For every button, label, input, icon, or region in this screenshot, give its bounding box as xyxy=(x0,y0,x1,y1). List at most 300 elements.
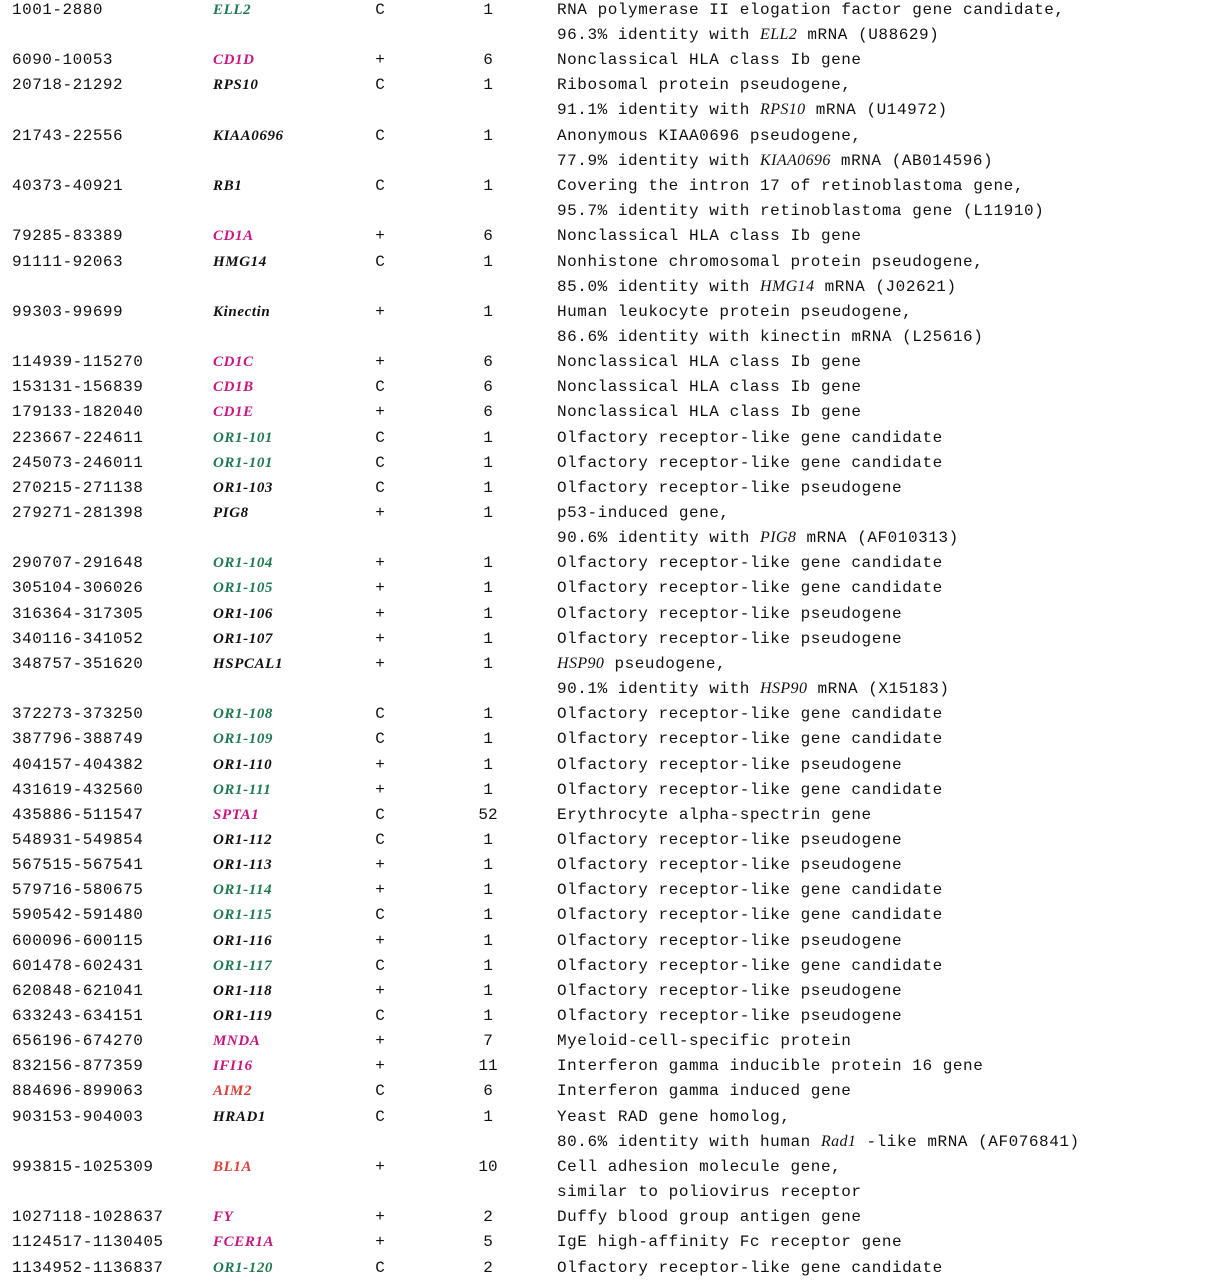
strand: + xyxy=(375,227,385,246)
exon-count: 1 xyxy=(483,931,493,950)
table-row xyxy=(0,729,1205,754)
table-row xyxy=(0,704,1205,729)
description-text: Olfactory receptor-like gene candidate xyxy=(557,453,943,472)
exon-count: 1 xyxy=(483,1107,493,1126)
exon-count: 1 xyxy=(483,755,493,774)
position-range: 79285-83389 xyxy=(12,227,124,246)
description-text: Olfactory receptor-like pseudogene xyxy=(557,931,903,950)
gene-ref-italic: Rad1 xyxy=(820,1132,857,1150)
table-row xyxy=(0,126,1205,170)
description-line xyxy=(557,1157,841,1177)
gene-symbol: OR1-115 xyxy=(213,907,273,924)
exon-count: 1 xyxy=(483,654,493,673)
position-range: 270215-271138 xyxy=(12,478,144,497)
strand: + xyxy=(375,403,385,422)
description-text: Olfactory receptor-like gene candidate xyxy=(557,730,943,749)
description-line xyxy=(557,1081,851,1101)
description-text: Duffy blood group antigen gene xyxy=(557,1208,862,1227)
description-text: Nonclassical HLA class Ib gene xyxy=(557,227,862,246)
description-line xyxy=(557,629,902,649)
gene-symbol: HMG14 xyxy=(213,253,267,270)
position-range: 387796-388749 xyxy=(12,730,144,749)
exon-count: 6 xyxy=(483,378,493,397)
gene-symbol: KIAA0696 xyxy=(213,127,284,144)
table-row xyxy=(0,503,1205,547)
exon-count: 1 xyxy=(483,177,493,196)
strand: + xyxy=(375,1057,385,1076)
description-line xyxy=(557,100,948,120)
table-row xyxy=(0,428,1205,453)
description-text: Nonclassical HLA class Ib gene xyxy=(557,51,862,70)
strand: + xyxy=(375,579,385,598)
position-range: 633243-634151 xyxy=(12,1007,144,1025)
exon-count: 1 xyxy=(483,554,493,573)
table-row xyxy=(0,805,1205,830)
description-line xyxy=(557,327,983,347)
description-text: -like mRNA (AF076841) xyxy=(856,1132,1080,1151)
gene-symbol: OR1-106 xyxy=(213,605,274,622)
strand: C xyxy=(375,805,385,824)
description-line xyxy=(557,0,1065,20)
position-range: 884696-899063 xyxy=(12,1082,144,1101)
table-row xyxy=(0,176,1205,221)
strand: C xyxy=(375,830,385,849)
table-row xyxy=(0,956,1205,981)
table-row xyxy=(0,478,1205,503)
strand: C xyxy=(375,956,385,975)
gene-ref-italic: HMG14 xyxy=(760,277,815,295)
strand: + xyxy=(375,931,385,950)
strand: + xyxy=(375,755,385,774)
description-line xyxy=(557,302,912,322)
position-range: 40373-40921 xyxy=(12,177,124,196)
description-line xyxy=(557,805,872,825)
description-text: Erythrocyte alpha-spectrin gene xyxy=(557,805,872,824)
strand: C xyxy=(375,453,385,472)
gene-symbol: OR1-107 xyxy=(213,630,274,647)
position-range: 114939-115270 xyxy=(12,353,144,372)
description-text: Olfactory receptor-like gene candidate xyxy=(557,906,943,925)
strand: + xyxy=(375,881,385,900)
description-text: Interferon gamma induced gene xyxy=(557,1082,852,1101)
position-range: 316364-317305 xyxy=(12,604,144,623)
description-text: Olfactory receptor-like gene candidate xyxy=(557,780,943,799)
table-row xyxy=(0,981,1205,1006)
exon-count: 1 xyxy=(483,780,493,799)
description-line xyxy=(557,679,949,699)
description-text: Olfactory receptor-like gene candidate xyxy=(557,956,943,975)
exon-count: 11 xyxy=(478,1057,498,1076)
table-row xyxy=(0,402,1205,427)
description-text: Olfactory receptor-like gene candidate xyxy=(557,428,943,447)
position-range: 1134952-1136837 xyxy=(12,1258,164,1277)
description-text: Cell adhesion molecule gene, xyxy=(557,1157,842,1176)
exon-count: 1 xyxy=(483,705,493,724)
description-line xyxy=(557,226,862,246)
strand: + xyxy=(375,1032,385,1051)
gene-symbol: CD1B xyxy=(213,379,254,396)
description-line xyxy=(557,428,943,448)
position-range: 245073-246011 xyxy=(12,453,144,472)
gene-symbol: OR1-103 xyxy=(213,479,274,496)
position-range: 6090-10053 xyxy=(12,51,114,70)
exon-count: 1 xyxy=(483,956,493,975)
strand: C xyxy=(375,1,385,19)
exon-count: 6 xyxy=(483,353,493,372)
description-line xyxy=(557,553,943,573)
description-line xyxy=(557,578,943,598)
strand: + xyxy=(375,981,385,1000)
description-line xyxy=(557,729,943,749)
gene-symbol: OR1-101 xyxy=(213,454,274,471)
description-text: Olfactory receptor-like gene candidate xyxy=(557,1258,943,1277)
position-range: 601478-602431 xyxy=(12,956,144,975)
strand: + xyxy=(375,1208,385,1227)
description-text: 77.9% identity with xyxy=(557,151,761,170)
gene-symbol: RB1 xyxy=(213,178,243,195)
gene-symbol: CD1D xyxy=(213,52,255,69)
table-row xyxy=(0,75,1205,120)
gene-symbol: OR1-108 xyxy=(213,706,274,723)
description-line xyxy=(557,503,730,523)
position-range: 993815-1025309 xyxy=(12,1157,154,1176)
gene-symbol: RPS10 xyxy=(213,77,259,94)
description-line xyxy=(557,50,862,70)
exon-count: 10 xyxy=(478,1157,498,1176)
strand: C xyxy=(375,428,385,447)
description-line xyxy=(557,1182,862,1202)
position-range: 290707-291648 xyxy=(12,554,144,573)
table-row xyxy=(0,1157,1205,1201)
strand: C xyxy=(375,906,385,925)
strand: C xyxy=(375,1107,385,1126)
description-line xyxy=(557,1006,902,1026)
exon-count: 2 xyxy=(483,1208,493,1227)
description-text: Nonclassical HLA class Ib gene xyxy=(557,403,862,422)
position-range: 590542-591480 xyxy=(12,906,144,925)
table-row xyxy=(0,226,1205,251)
description-text: mRNA (U88629) xyxy=(797,26,940,44)
position-range: 600096-600115 xyxy=(12,931,144,950)
strand: + xyxy=(375,1233,385,1252)
description-line xyxy=(557,528,959,548)
description-text: Olfactory receptor-like pseudogene xyxy=(557,629,903,648)
position-range: 548931-549854 xyxy=(12,830,144,849)
description-text: Olfactory receptor-like pseudogene xyxy=(557,1007,903,1025)
description-line xyxy=(557,931,902,951)
description-text: Nonclassical HLA class Ib gene xyxy=(557,378,862,397)
table-row xyxy=(0,50,1205,75)
exon-count: 1 xyxy=(483,1007,493,1025)
table-row xyxy=(0,654,1205,698)
position-range: 340116-341052 xyxy=(12,629,144,648)
description-line xyxy=(557,1107,791,1127)
description-line xyxy=(557,1132,1080,1152)
gene-symbol: CD1C xyxy=(213,354,254,371)
table-row xyxy=(0,377,1205,402)
description-text: Olfactory receptor-like gene candidate xyxy=(557,579,943,598)
exon-count: 6 xyxy=(483,1082,493,1101)
position-range: 435886-511547 xyxy=(12,805,144,824)
description-text: Nonclassical HLA class Ib gene xyxy=(557,353,862,372)
description-line xyxy=(557,1031,851,1051)
position-range: 567515-567541 xyxy=(12,856,144,875)
gene-symbol: OR1-111 xyxy=(213,781,272,798)
table-row xyxy=(0,0,1205,44)
description-line xyxy=(557,126,862,146)
position-range: 404157-404382 xyxy=(12,755,144,774)
position-range: 153131-156839 xyxy=(12,378,144,397)
position-range: 620848-621041 xyxy=(12,981,144,1000)
description-text: mRNA (U14972) xyxy=(805,101,948,120)
description-text: Olfactory receptor-like pseudogene xyxy=(557,755,903,774)
exon-count: 1 xyxy=(483,252,493,271)
gene-symbol: HSPCAL1 xyxy=(213,655,284,672)
description-line xyxy=(557,25,939,45)
position-range: 21743-22556 xyxy=(12,126,124,145)
description-line xyxy=(557,1258,943,1278)
table-row xyxy=(0,1056,1205,1081)
strand: + xyxy=(375,629,385,648)
description-text: 96.3% identity with xyxy=(557,26,761,44)
description-text: Interferon gamma inducible protein 16 gene xyxy=(557,1057,984,1076)
description-line xyxy=(557,755,902,775)
gene-symbol: SPTA1 xyxy=(213,806,260,823)
strand: + xyxy=(375,504,385,522)
exon-count: 1 xyxy=(483,428,493,447)
strand: C xyxy=(375,730,385,749)
exon-count: 1 xyxy=(483,453,493,472)
gene-symbol: OR1-110 xyxy=(213,756,273,773)
gene-symbol: HRAD1 xyxy=(213,1108,267,1125)
position-range: 179133-182040 xyxy=(12,403,144,422)
table-row xyxy=(0,755,1205,780)
description-line xyxy=(557,453,943,473)
description-text: 86.6% identity with kinectin mRNA (L25616) xyxy=(557,327,984,346)
description-text: 95.7% identity with retinoblastoma gene (L11910) xyxy=(557,202,1045,221)
description-line xyxy=(557,905,943,925)
position-range: 1124517-1130405 xyxy=(12,1233,164,1252)
exon-count: 1 xyxy=(483,730,493,749)
exon-count: 6 xyxy=(483,227,493,246)
description-text: 80.6% identity with human xyxy=(557,1132,821,1151)
description-line xyxy=(557,855,902,875)
strand: C xyxy=(375,1258,385,1277)
description-line xyxy=(557,1056,983,1076)
description-text: 91.1% identity with xyxy=(557,101,761,120)
strand: + xyxy=(375,554,385,573)
gene-symbol: OR1-112 xyxy=(213,831,273,848)
strand: C xyxy=(375,177,385,196)
gene-symbol: BL1A xyxy=(213,1158,253,1175)
exon-count: 1 xyxy=(483,856,493,875)
description-text: 85.0% identity with xyxy=(557,277,761,296)
description-line xyxy=(557,1207,862,1227)
gene-symbol: OR1-109 xyxy=(213,731,274,748)
position-range: 99303-99699 xyxy=(12,302,124,321)
description-text: pseudogene, xyxy=(604,654,727,673)
description-line xyxy=(557,704,943,724)
gene-symbol: OR1-113 xyxy=(213,857,273,874)
table-row xyxy=(0,252,1205,296)
table-row xyxy=(0,905,1205,930)
exon-count: 1 xyxy=(483,504,493,522)
position-range: 903153-904003 xyxy=(12,1107,144,1126)
strand: + xyxy=(375,604,385,623)
strand: C xyxy=(375,1082,385,1101)
strand: + xyxy=(375,856,385,875)
strand: C xyxy=(375,705,385,724)
description-line xyxy=(557,402,862,422)
strand: C xyxy=(375,126,385,145)
description-line xyxy=(557,75,851,95)
exon-count: 1 xyxy=(483,604,493,623)
table-row xyxy=(0,1258,1205,1283)
strand: + xyxy=(375,1157,385,1176)
description-text: Olfactory receptor-like pseudogene xyxy=(557,856,903,875)
exon-count: 1 xyxy=(483,981,493,1000)
description-text: 90.1% identity with xyxy=(557,679,761,698)
position-range: 223667-224611 xyxy=(12,428,144,447)
position-range: 348757-351620 xyxy=(12,654,144,673)
table-row xyxy=(0,830,1205,855)
table-row xyxy=(0,553,1205,578)
table-row xyxy=(0,453,1205,478)
gene-ref-italic: RPS10 xyxy=(760,101,806,119)
exon-count: 2 xyxy=(483,1258,493,1277)
description-line xyxy=(557,352,862,372)
gene-symbol: Kinectin xyxy=(213,303,271,320)
gene-ref-italic: HSP90 xyxy=(557,654,605,672)
position-range: 91111-92063 xyxy=(12,252,124,271)
table-row xyxy=(0,1031,1205,1056)
strand: + xyxy=(375,654,385,673)
gene-symbol: FY xyxy=(213,1209,234,1226)
description-text: Myeloid-cell-specific protein xyxy=(557,1032,852,1051)
gene-symbol: ELL2 xyxy=(213,2,252,18)
description-text: Ribosomal protein pseudogene, xyxy=(557,76,852,95)
position-range: 1027118-1028637 xyxy=(12,1208,164,1227)
position-range: 279271-281398 xyxy=(12,504,144,522)
description-text: p53-induced gene, xyxy=(557,504,730,522)
exon-count: 52 xyxy=(478,805,498,824)
description-text: Olfactory receptor-like pseudogene xyxy=(557,830,903,849)
description-text: RNA polymerase II elogation factor gene candidate, xyxy=(557,1,1065,19)
table-row xyxy=(0,352,1205,377)
description-line xyxy=(557,277,957,297)
table-row xyxy=(0,604,1205,629)
description-text: mRNA (AF010313) xyxy=(796,529,959,547)
table-row xyxy=(0,1006,1205,1031)
gene-symbol: MNDA xyxy=(213,1033,261,1050)
description-line xyxy=(557,780,943,800)
description-text: Nonhistone chromosomal protein pseudogene, xyxy=(557,252,984,271)
description-line xyxy=(557,377,862,397)
description-line xyxy=(557,604,902,624)
position-range: 832156-877359 xyxy=(12,1057,144,1076)
description-text: Olfactory receptor-like pseudogene xyxy=(557,981,903,1000)
exon-count: 1 xyxy=(483,881,493,900)
description-text: mRNA (AB014596) xyxy=(830,151,994,170)
gene-symbol: OR1-104 xyxy=(213,555,274,572)
gene-symbol: OR1-105 xyxy=(213,580,274,597)
exon-count: 6 xyxy=(483,403,493,422)
description-line xyxy=(557,478,902,498)
exon-count: 1 xyxy=(483,126,493,145)
strand: + xyxy=(375,302,385,321)
description-line xyxy=(557,981,902,1001)
table-row xyxy=(0,880,1205,905)
table-row xyxy=(0,1081,1205,1106)
description-text: Covering the intron 17 of retinoblastoma gene, xyxy=(557,177,1024,196)
gene-symbol: OR1-119 xyxy=(213,1008,273,1024)
strand: C xyxy=(375,378,385,397)
description-line xyxy=(557,880,943,900)
exon-count: 1 xyxy=(483,1,493,19)
exon-count: 5 xyxy=(483,1233,493,1252)
position-range: 305104-306026 xyxy=(12,579,144,598)
description-line xyxy=(557,252,983,272)
table-row xyxy=(0,1232,1205,1257)
description-text: Anonymous KIAA0696 pseudogene, xyxy=(557,126,862,145)
exon-count: 1 xyxy=(483,579,493,598)
position-range: 656196-674270 xyxy=(12,1032,144,1051)
strand: + xyxy=(375,353,385,372)
gene-ref-italic: KIAA0696 xyxy=(760,151,831,169)
exon-count: 6 xyxy=(483,51,493,70)
gene-symbol: OR1-116 xyxy=(213,932,273,949)
exon-count: 1 xyxy=(483,629,493,648)
description-text: Human leukocyte protein pseudogene, xyxy=(557,302,913,321)
gene-symbol: OR1-114 xyxy=(213,882,273,899)
gene-ref-italic: ELL2 xyxy=(760,26,798,43)
description-text: Olfactory receptor-like gene candidate xyxy=(557,554,943,573)
strand: C xyxy=(375,76,385,95)
position-range: 20718-21292 xyxy=(12,76,124,95)
description-text: Olfactory receptor-like pseudogene xyxy=(557,604,903,623)
exon-count: 7 xyxy=(483,1032,493,1051)
exon-count: 1 xyxy=(483,830,493,849)
strand: + xyxy=(375,51,385,70)
gene-symbol: CD1A xyxy=(213,228,254,245)
table-row xyxy=(0,1207,1205,1232)
description-text: Olfactory receptor-like gene candidate xyxy=(557,881,943,900)
description-text: mRNA (J02621) xyxy=(814,277,957,296)
exon-count: 1 xyxy=(483,76,493,95)
description-text: IgE high-affinity Fc receptor gene xyxy=(557,1233,903,1252)
table-row xyxy=(0,780,1205,805)
description-line xyxy=(557,201,1044,221)
table-row xyxy=(0,629,1205,654)
gene-symbol: IFI16 xyxy=(213,1058,253,1075)
gene-symbol: AIM2 xyxy=(213,1083,253,1100)
gene-symbol: OR1-101 xyxy=(213,429,274,446)
exon-count: 1 xyxy=(483,906,493,925)
description-text: Yeast RAD gene homolog, xyxy=(557,1107,791,1126)
table-row xyxy=(0,578,1205,603)
exon-count: 1 xyxy=(483,478,493,497)
description-text: similar to poliovirus receptor xyxy=(557,1182,862,1201)
exon-count: 1 xyxy=(483,302,493,321)
strand: C xyxy=(375,1007,385,1025)
strand: C xyxy=(375,252,385,271)
description-line xyxy=(557,956,943,976)
strand: C xyxy=(375,478,385,497)
description-line xyxy=(557,830,902,850)
description-line xyxy=(557,151,993,171)
gene-symbol: OR1-118 xyxy=(213,982,273,999)
gene-symbol: PIG8 xyxy=(213,505,249,521)
